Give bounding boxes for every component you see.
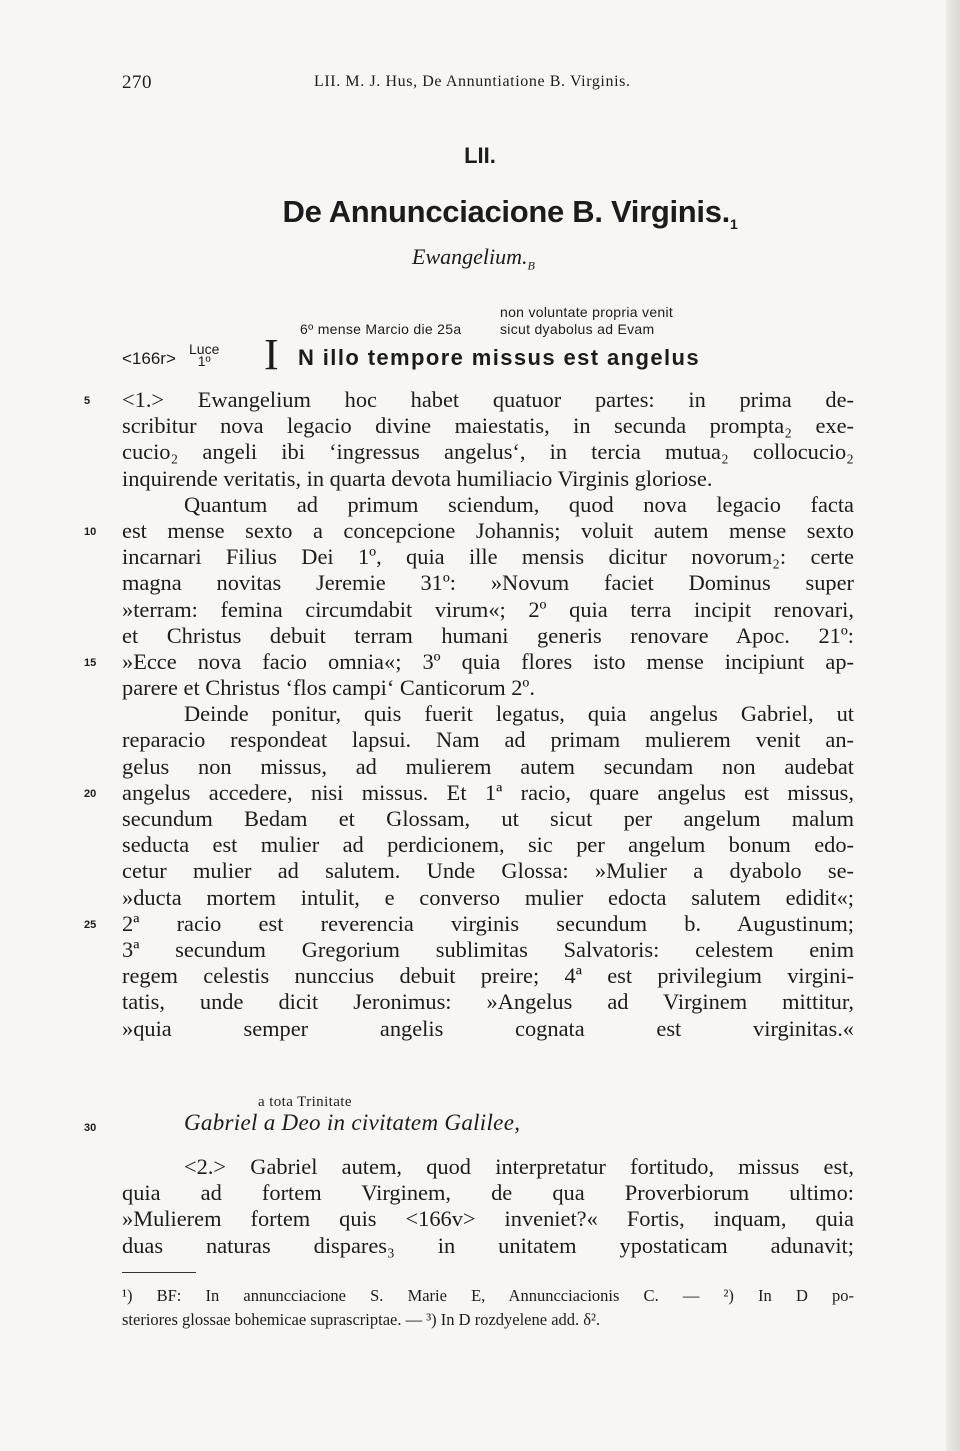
gloss-non-voluntate: non voluntate propria venit — [500, 304, 674, 320]
section-number: LII. — [464, 143, 496, 168]
text-line: magna novitas Jeremie 31º: »Novum faciet Dominus super — [122, 570, 854, 596]
text-line: 25 2ª racio est reverencia virginis secundum b. Augustinum; — [122, 911, 854, 937]
opening-text: N illo tempore missus est angelus — [298, 345, 700, 370]
text-line: 5 <1.> Ewangelium hoc habet quatuor partes: in prima de- — [122, 387, 854, 413]
text-line: Deinde ponitur, quis fuerit legatus, quia angelus Gabriel, ut — [184, 701, 854, 727]
body-text-block-2 — [122, 1154, 854, 1259]
text-line: <2.> Gabriel autem, quod interpretatur fortitudo, missus est, — [184, 1154, 854, 1179]
line-number: 25 — [84, 918, 97, 931]
text-line: scribitur nova legacio divine maiestatis, in secunda prompta₂ exe- — [122, 413, 854, 439]
drop-initial: I — [264, 330, 279, 379]
opening-line — [122, 330, 862, 381]
text-line: et Christus debuit terram humani generis renovare Apoc. 21º: — [122, 622, 854, 648]
title-footnote-marker: 1 — [730, 216, 738, 233]
section-title-text: De Annuncciacione B. Virginis. — [282, 194, 730, 229]
line-number: 20 — [84, 787, 97, 800]
folio-reference: <166r> — [122, 349, 176, 368]
text-line: regem celestis nunccius debuit preire; 4ª est privilegium virgini- — [122, 963, 854, 989]
running-header — [122, 72, 852, 96]
text-line: cetur mulier ad salutem. Unde Glossa: »Mulier a dyabolo se- — [122, 858, 854, 884]
text-line: 3ª secundum Gregorium sublimitas Salvatoris: celestem enim — [122, 936, 854, 962]
text-line: 10 est mense sexto a concepcione Johannis; voluit autem mense sexto — [122, 518, 854, 544]
text-line: 20 angelus accedere, nisi missus. Et 1ª racio, quare angelus est missus, — [122, 780, 854, 806]
text-line: »Mulierem fortem quis <166v> inveniet?« Fortis, inquam, quia — [122, 1206, 854, 1232]
text-line: 15 »Ecce nova facio omnia«; 3º quia flores isto mense incipiunt ap- — [122, 649, 854, 675]
gloss-mense-marcio: 6º mense Marcio die 25a — [300, 321, 462, 337]
subtitle-text: Ewangelium. — [412, 244, 528, 269]
text-line: Quantum ad primum sciendum, quod nova legacio facta — [184, 491, 854, 517]
text-line: quia ad fortem Virginem, de qua Proverbiorum ultimo: — [122, 1180, 854, 1206]
text-line: incarnari Filius Dei 1º, quia ille mensis dicitur novorum₂: certe — [122, 544, 854, 570]
footnote-line: ¹) BF: In annuncciacione S. Marie E, Annuncciacionis C. — ²) In D po- — [122, 1286, 854, 1305]
line-number: 30 — [84, 1122, 97, 1134]
text-line: tatis, unde dicit Jeronimus: »Angelus ad Virginem mittitur, — [122, 989, 854, 1015]
subtitle — [412, 244, 535, 273]
text-line: »ducta mortem intulit, e converso mulier edocta salutem edidit«; — [122, 884, 854, 910]
text-line — [122, 1042, 854, 1068]
footnotes — [122, 1284, 854, 1332]
section-title — [30, 194, 960, 232]
gloss-tota-trinitate: a tota Trinitate — [258, 1094, 352, 1110]
text-line: seducta est mulier ad perdicionem, sic per angelum bonum edo- — [122, 832, 854, 858]
text-line: reparacio respondeat lapsui. Nam ad primam mulierem venit an- — [122, 727, 854, 753]
text-line: cucio₂ angeli ibi ‘ingressus angelus‘, in tercia mutua₂ collocucio₂ — [122, 439, 854, 465]
running-title: LII. M. J. Hus, De Annuntiatione B. Virginis. — [314, 73, 631, 90]
subtitle-siglum: B — [527, 258, 535, 273]
luce-reference — [189, 343, 219, 367]
luce-number: 1º — [197, 353, 211, 369]
page-number: 270 — [122, 72, 152, 93]
text-line: parere et Christus ‘flos campi‘ Canticorum 2º. — [122, 675, 535, 701]
text-line: duas naturas dispares₃ in unitatem ypostaticam adunavit; — [122, 1232, 854, 1258]
gloss-sicut-dyabolus: sicut dyabolus ad Evam — [500, 321, 655, 337]
text-line: gelus non missus, ad mulierem autem secundam non audebat — [122, 753, 854, 779]
text-line: secundum Bedam et Glossam, ut sicut per angelum malum — [122, 806, 854, 831]
footnote-rule — [122, 1272, 196, 1273]
luce-label: Luce — [189, 341, 220, 357]
line-number: 5 — [84, 395, 91, 407]
text-line: »quia semper angelis cognata est virginitas.« — [122, 1015, 854, 1041]
line-number: 15 — [84, 656, 97, 669]
text-line: »terram: femina circumdabit virum«; 2º quia terra incipit renovari, — [122, 596, 854, 622]
gospel-lemma: Gabriel a Deo in civitatem Galilee, — [184, 1110, 521, 1135]
text-line — [122, 1068, 854, 1094]
line-number: 10 — [84, 525, 97, 538]
text-line: inquirende veritatis, in quarta devota humiliacio Virginis gloriose. — [122, 465, 713, 491]
footnote-line: steriores glossae bohemicae suprascriptae. — ³) In D rozdyelene add. δ². — [122, 1310, 601, 1329]
